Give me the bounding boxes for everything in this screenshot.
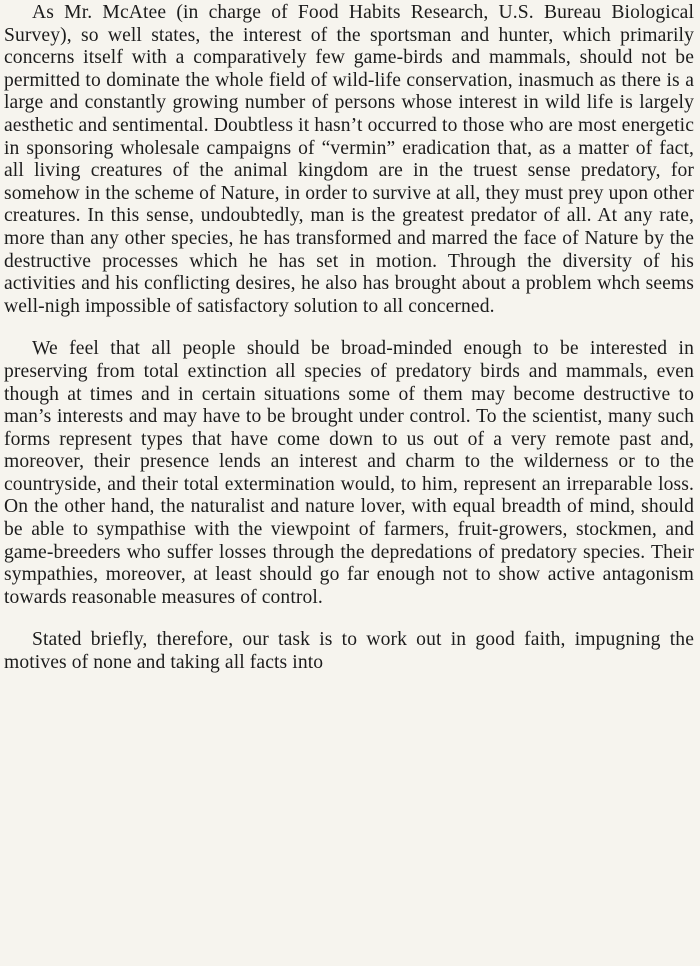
paragraph-1: As Mr. McAtee (in charge of Food Habits Research, U.S. Bureau Biological Survey), so well states, the interest of the sportsman and hunter, which primarily concerns itself with a comparatively few game-birds and mammals, should not be permitted to dominate the whole field of wild-life conservation, inasmuch as there is a large and constantly growing number of persons whose interest in wild life is largely aesthetic and sentimental. Doubtless it hasn’t occurred to those who are most energetic in sponsoring wholesale campaigns of “vermin” eradication that, as a matter of fact, all living creatures of the animal kingdom are in the truest sense predatory, for somehow in the scheme of Nature, in order to survive at all, they must prey upon other creatures. In this sense, undoubtedly, man is the greatest predator of all. At any rate, more than any other species, he has transformed and marred the face of Nature by the destructive processes which he has set in motion. Through the diversity of his activities and his conflicting desires, he also has brought about a problem whch seems well-nigh impossible of satisfactory solution to all concerned. [4,2,694,317]
paragraph-2: We feel that all people should be broad-minded enough to be interested in preserving from total extinction all species of predatory birds and mammals, even though at times and in certain situations some of them may become destructive to man’s interests and may have to be brought under control. To the scientist, many such forms represent types that have come down to us out of a very remote past and, moreover, their presence lends an interest and charm to the wilderness or to the countryside, and their total extermination would, to him, represent an irreparable loss. On the other hand, the naturalist and nature lover, with equal breadth of mind, should be able to sympathise with the viewpoint of farmers, fruit-growers, stockmen, and game-breeders who suffer losses through the depredations of predatory species. Their sympathies, moreover, at least should go far enough not to show active antagonism towards reasonable measures of control. [4,338,694,608]
document-page [0,2,700,966]
paragraph-3: Stated briefly, therefore, our task is to work out in good faith, impugning the motives of none and taking all facts into [4,629,694,674]
